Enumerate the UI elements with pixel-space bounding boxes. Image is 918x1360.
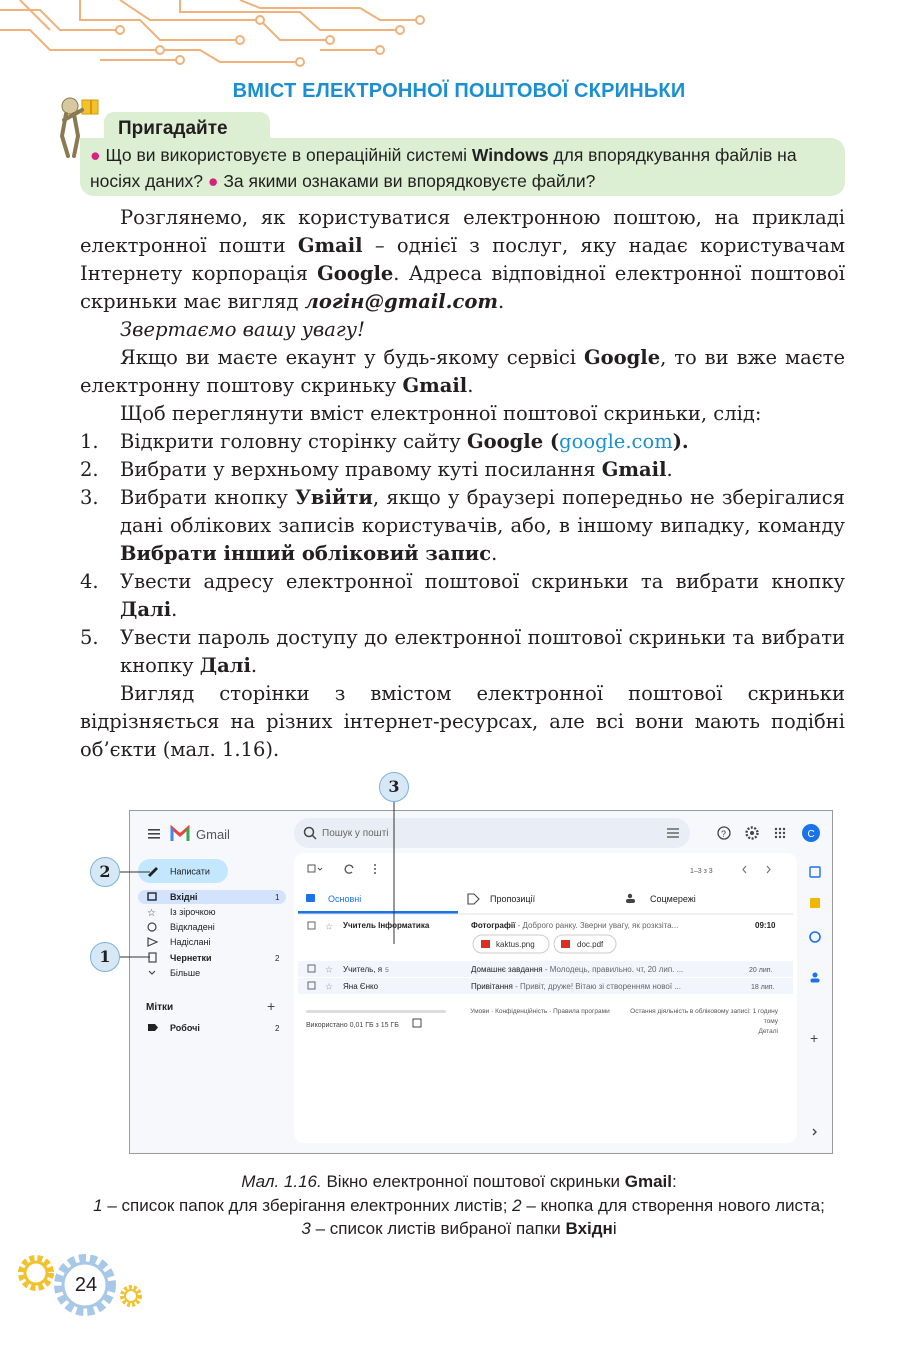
svg-text:Основні: Основні [328, 894, 362, 904]
svg-text:18 лип.: 18 лип. [751, 984, 775, 991]
svg-text:Домашнє завдання - Молодець, п: Домашнє завдання - Молодець, правильно. чт, 20 лип. ... [471, 965, 684, 974]
svg-text:Відкладені: Відкладені [170, 922, 215, 932]
svg-text:Чернетки: Чернетки [170, 953, 212, 963]
paragraph-2: Якщо ви маєте екаунт у будь-якому сервісі Google, то ви вже маєте електронну поштову скриньку Gmail. [80, 346, 845, 397]
callout-2: 2 [90, 857, 120, 887]
avatar-letter: C [807, 829, 815, 840]
svg-text:?: ? [721, 829, 727, 839]
paragraph-4: Вигляд сторінки з вмістом електронної поштової скриньки відрізняється на різних інтернет-ресурсах, але всі вони мають подібні об’єкти (мал. 1.16). [80, 682, 845, 761]
label-work-count: 2 [275, 1024, 280, 1033]
star-icon[interactable]: ☆ [325, 964, 334, 975]
add-label-icon[interactable]: + [267, 998, 276, 1014]
svg-text:20 лип.: 20 лип. [749, 967, 773, 974]
recall-label: Пригадайте [118, 118, 228, 139]
svg-text:Фотографії - Доброго ранку. Зв: Фотографії - Доброго ранку. Зверни увагу, як розкзіта... [471, 921, 679, 930]
star-icon: ☆ [147, 908, 156, 919]
gear-icon [21, 1258, 51, 1288]
svg-text:doc.pdf: doc.pdf [577, 940, 604, 949]
svg-text:Вхідні: Вхідні [170, 892, 198, 902]
step-3: 3. Вибрати кнопку Увійти, якщо у браузері попередньо не зберігалися дані облікових записів користувачів, або, в іншому випадку, команду Вибрати інший обліковий запис. [80, 486, 845, 565]
page-number: 24 [74, 1274, 98, 1296]
svg-text:Соцмережі: Соцмережі [650, 894, 696, 904]
callout-3: 3 [379, 772, 409, 802]
svg-text:1: 1 [275, 893, 280, 902]
svg-text:Більше: Більше [170, 968, 201, 978]
svg-text:Учитель, я5: Учитель, я 5 [343, 965, 389, 974]
svg-text:Привітання - Привіт, друже! Ві: Привітання - Привіт, друже! Вітаю зі створенням нової ... [471, 982, 681, 991]
gear-icon [122, 1287, 140, 1305]
google-link[interactable]: google.com [559, 430, 673, 453]
svg-text:09:10: 09:10 [755, 921, 776, 930]
storage-text: Використано 0,01 ГБ з 15 ГБ [306, 1022, 399, 1029]
figure-caption: Мал. 1.16. Вікно електронної поштової скриньки Gmail: 1 – список папок для зберігання електронних листів; 2 – кнопка для створення нового листа; 3 – список листів вибраної папки Вхідні [93, 1172, 825, 1238]
svg-text:Учитель Інформатика: Учитель Інформатика [343, 921, 430, 930]
star-icon[interactable]: ☆ [325, 981, 334, 992]
svg-text:Яна Єнко: Яна Єнко [343, 982, 379, 991]
recall-q2: За якими ознаками ви впорядковуєте файли? [223, 171, 596, 191]
labels-title: Мітки [146, 1002, 174, 1013]
step-4: 4. Увести адресу електронної поштової скриньки та вибрати кнопку Далі. [80, 570, 845, 621]
bullet-icon: ● [90, 145, 101, 165]
section-title: ВМІСТ ЕЛЕКТРОННОЇ ПОШТОВОЇ СКРИНЬКИ [232, 80, 686, 102]
attention-note: Звертаємо вашу увагу! [120, 318, 365, 341]
gmail-logo-text: Gmail [196, 827, 230, 842]
svg-text:Із зірочкою: Із зірочкою [170, 907, 216, 917]
recall-q1: Що ви використовуєте в операційній системі [105, 145, 472, 165]
pagination-text: 1–3 з 3 [690, 868, 713, 875]
search-placeholder: Пошук у пошті [322, 828, 389, 839]
footer-terms[interactable]: Умови · Конфіденційність · Правила програми [470, 1008, 610, 1015]
add-addon-icon[interactable]: + [810, 1030, 819, 1046]
recall-q1-end: для впорядкування файлів на носіях даних? [90, 145, 797, 191]
step-1: 1. Відкрити головну сторінку сайту Google (google.com). [80, 430, 689, 453]
recall-q1-windows: Windows [471, 145, 549, 165]
step-5: 5. Увести пароль доступу до електронної поштової скриньки та вибрати кнопку Далі. [80, 626, 845, 677]
callout-1: 1 [90, 942, 120, 972]
star-icon[interactable]: ☆ [325, 921, 334, 932]
paragraph-3: Щоб переглянути вміст електронної поштової скриньки, слід: [120, 402, 762, 425]
svg-text:Надіслані: Надіслані [170, 937, 211, 947]
svg-text:2: 2 [275, 954, 280, 963]
step-2: 2. Вибрати у верхньому правому куті посилання Gmail. [80, 458, 673, 481]
footer-activity: Остання діяльність в обліковому записі: 1 годину томуДеталі [630, 1008, 778, 1035]
paragraph-1: Розглянемо, як користуватися електронною поштою, на прикладі електронної пошти Gmail – однієї з послуг, яку надає користувачам Інтернету корпорація Google. Адреса відповідної електронної поштової скриньки має вигляд логін@gmail.com. [80, 206, 845, 313]
compose-label: Написати [170, 866, 210, 877]
label-work[interactable]: Робочі [170, 1023, 200, 1033]
svg-text:kaktus.png: kaktus.png [496, 940, 535, 949]
svg-text:Пропозиції: Пропозиції [490, 894, 536, 904]
bullet-icon: ● [207, 171, 219, 191]
